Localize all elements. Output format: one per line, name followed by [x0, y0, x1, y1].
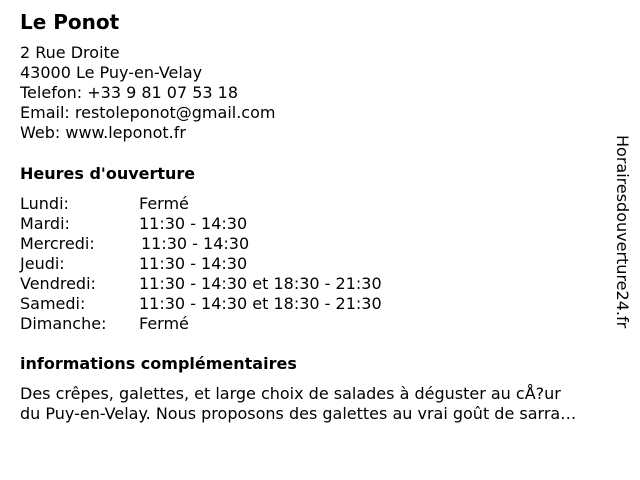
email-address[interactable]: Email: restoleponot@gmail.com — [20, 103, 276, 122]
day-label-sunday: Dimanche: — [20, 314, 107, 333]
hours-wednesday: 11:30 - 14:30 — [141, 234, 250, 253]
phone-number[interactable]: Telefon: +33 9 81 07 53 18 — [20, 83, 239, 102]
hours-sunday: Fermé — [139, 314, 189, 333]
address-street: 2 Rue Droite — [20, 43, 120, 62]
site-watermark: Horairesdouverture24.fr — [613, 135, 632, 329]
day-label-saturday: Samedi: — [20, 294, 86, 313]
description-line-2: du Puy-en-Velay. Nous proposons des galettes au vrai goût de sarra… — [20, 404, 577, 423]
day-label-thursday: Jeudi: — [20, 254, 65, 273]
address-city: 43000 Le Puy-en-Velay — [20, 63, 203, 82]
hours-thursday: 11:30 - 14:30 — [139, 254, 248, 273]
hours-monday: Fermé — [139, 194, 189, 213]
website-link[interactable]: Web: www.leponot.fr — [20, 123, 186, 142]
info-heading: informations complémentaires — [20, 354, 297, 373]
description-line-1: Des crêpes, galettes, et large choix de salades à déguster au cÅ?ur — [20, 384, 561, 403]
day-label-wednesday: Mercredi: — [20, 234, 95, 253]
hours-tuesday: 11:30 - 14:30 — [139, 214, 248, 233]
hours-saturday: 11:30 - 14:30 et 18:30 - 21:30 — [139, 294, 382, 313]
business-name: Le Ponot — [20, 10, 120, 34]
opening-hours-heading: Heures d'ouverture — [20, 164, 196, 183]
hours-friday: 11:30 - 14:30 et 18:30 - 21:30 — [139, 274, 382, 293]
day-label-friday: Vendredi: — [20, 274, 96, 293]
day-label-monday: Lundi: — [20, 194, 69, 213]
day-label-tuesday: Mardi: — [20, 214, 70, 233]
